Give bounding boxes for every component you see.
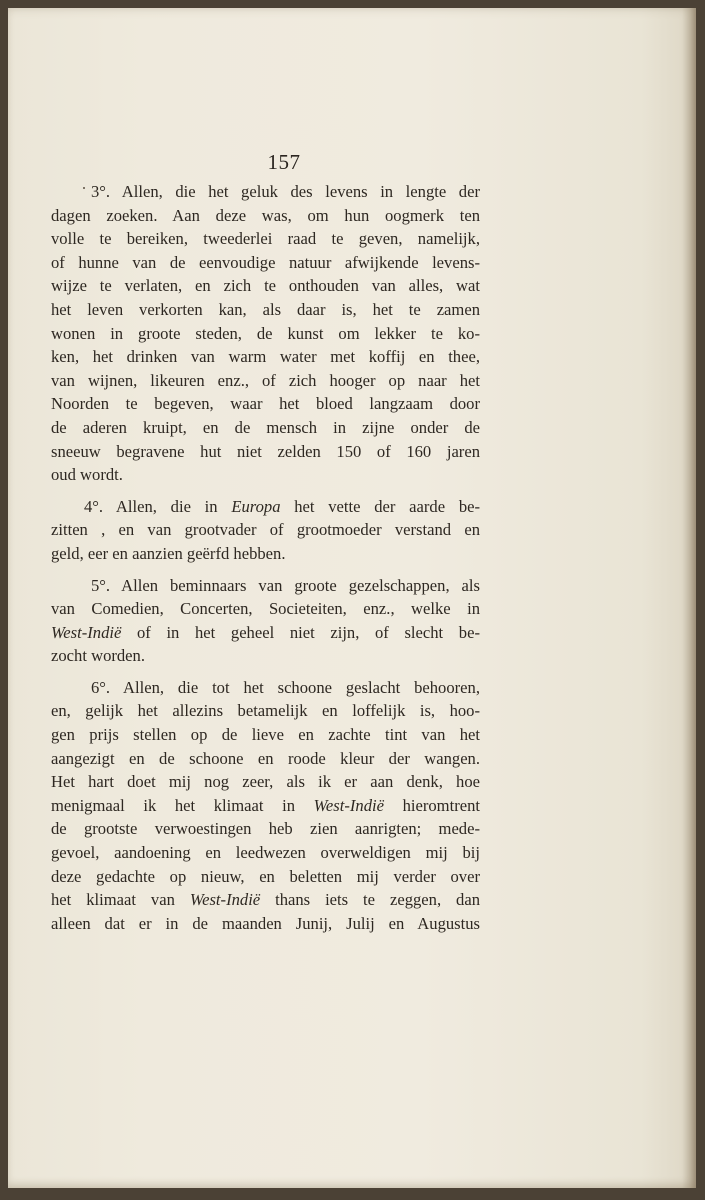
text-run: of in het geheel niet zijn, of slecht be- bbox=[121, 622, 480, 642]
text-line: deze gedachte op nieuw, en beletten mij verder over bbox=[51, 866, 480, 886]
text-line: geld, eer en aanzien geërfd hebben. bbox=[51, 543, 286, 563]
text-line: 3°. Allen, die het geluk des levens in lengte der bbox=[91, 182, 480, 201]
italic-place-name: West-Indië bbox=[51, 622, 122, 642]
text-run: het vette der aarde be- bbox=[280, 496, 481, 516]
text-line: en, gelijk het allezins betamelijk en loffelijk is, hoo- bbox=[51, 701, 480, 721]
text-line: de grootste verwoestingen heb zien aanrigten; mede- bbox=[51, 819, 480, 839]
page-number: 157 bbox=[267, 150, 301, 174]
ink-speck bbox=[83, 187, 85, 189]
text-line: het leven verkorten kan, als daar is, het te zamen bbox=[51, 299, 480, 319]
text-line: van wijnen, likeuren enz., of zich hooger op naar het bbox=[51, 370, 480, 390]
page-edge-shadow bbox=[682, 8, 696, 1188]
text-line bbox=[51, 621, 480, 645]
italic-place-name: Europa bbox=[231, 496, 281, 516]
paragraph-5 bbox=[51, 574, 480, 668]
text-line: van Comedien, Concerten, Societeiten, enz., welke in bbox=[51, 599, 480, 619]
text-line: dagen zoeken. Aan deze was, om hun oogmerk ten bbox=[51, 205, 480, 225]
text-line: Het hart doet mij nog zeer, als ik er aan denk, hoe bbox=[51, 772, 480, 792]
text-line bbox=[51, 888, 480, 912]
text-line: gevoel, aandoening en leedwezen overweldigen mij bij bbox=[51, 843, 480, 863]
text-line: 6°. Allen, die tot het schoone geslacht behooren, bbox=[91, 677, 480, 697]
text-run: menigmaal ik het klimaat in bbox=[51, 795, 314, 815]
text-line bbox=[51, 794, 480, 818]
text-line: volle te bereiken, tweederlei raad te geven, namelijk, bbox=[51, 229, 480, 249]
text-run: het klimaat van bbox=[51, 890, 190, 910]
text-line: wonen in groote steden, de kunst om lekker te ko- bbox=[51, 323, 480, 343]
text-run: hieromtrent bbox=[383, 795, 480, 815]
text-run: 4°. Allen, die in bbox=[84, 496, 232, 516]
paragraph-3 bbox=[51, 180, 480, 487]
text-run: thans iets te zeggen, dan bbox=[260, 890, 480, 910]
paragraph-4 bbox=[51, 495, 480, 566]
text-line: of hunne van de eenvoudige natuur afwijkende levens- bbox=[51, 252, 480, 272]
text-line: de aderen kruipt, en de mensch in zijne onder de bbox=[51, 417, 480, 437]
text-line bbox=[51, 495, 480, 519]
body-text bbox=[51, 180, 480, 943]
text-line: alleen dat er in de maanden Junij, Julij en Augustus bbox=[51, 913, 480, 933]
text-line: wijze te verlaten, en zich te onthouden van alles, wat bbox=[51, 276, 480, 296]
text-line: ken, het drinken van warm water met koffij en thee, bbox=[51, 347, 480, 367]
text-line: zocht worden. bbox=[51, 646, 145, 666]
italic-place-name: West-Indië bbox=[313, 795, 384, 815]
text-line: gen prijs stellen op de lieve en zachte tint van het bbox=[51, 725, 480, 745]
paragraph-6 bbox=[51, 676, 480, 936]
text-line: aangezigt en de schoone en roode kleur der wangen. bbox=[51, 748, 480, 768]
italic-place-name: West-Indië bbox=[189, 890, 261, 910]
text-line: oud wordt. bbox=[51, 465, 123, 485]
text-line: Noorden te begeven, waar het bloed langzaam door bbox=[51, 394, 480, 414]
text-line: sneeuw begravene hut niet zelden 150 of 160 jaren bbox=[51, 441, 480, 461]
text-line: 5°. Allen beminnaars van groote gezelschappen, als bbox=[91, 575, 480, 595]
text-line: zitten , en van grootvader of grootmoeder verstand en bbox=[51, 520, 480, 540]
